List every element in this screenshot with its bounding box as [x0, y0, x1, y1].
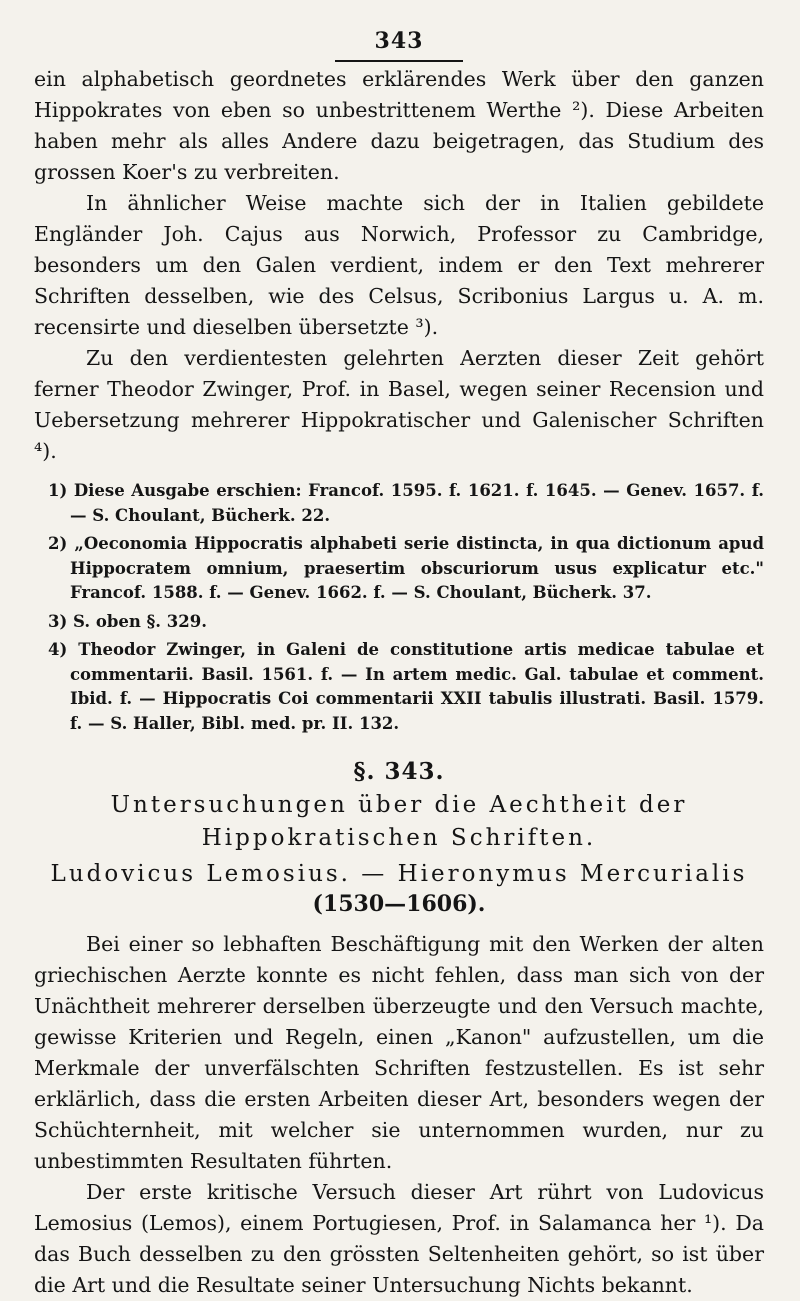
section-number: §. 343.	[353, 758, 445, 785]
page-number: 343	[34, 28, 764, 62]
paragraph-top-1: ein alphabetisch geordnetes erklärendes Werk über den ganzen Hippokrates von eben so unbestrittenem Werthe ²). Diese Arbeiten haben mehr als alles Andere dazu beigetragen, das Studium des grossen Koer's zu verbreiten.	[34, 67, 764, 184]
footnote-4: 4) Theodor Zwinger, in Galeni de constitutione artis medicae tabulae et commentarii. Basil. 1561. f. — In artem medic. Gal. tabulae et comment. Ibid. f. — Hippocratis Coi commentarii XXII tabulis illustrati. Basil. 1579. f. — S. Haller, Bibl. med. pr. II. 132.	[48, 640, 764, 733]
paragraph-bottom-1: Bei einer so lebhaften Beschäftigung mit den Werken der alten griechischen Aerzte konnte es nicht fehlen, dass man sich von der Unächtheit mehrerer derselben überzeugte und den Versuch machte, gewisse Kriterien und Regeln, einen „Kanon" aufzustellen, um die Merkmale der unverfälschten Schriften festzustellen. Es ist sehr erklärlich, dass die ersten Arbeiten dieser Art, besonders wegen der Schüchternheit, mit welcher sie unternommen wurden, nur zu unbestimmten Resultaten führten.	[34, 932, 764, 1173]
footnote-1: 1) Diese Ausgabe erschien: Francof. 1595. f. 1621. f. 1645. — Genev. 1657. f. — S. Choulant, Bücherk. 22.	[48, 481, 764, 525]
paragraph-bottom-2: Der erste kritische Versuch dieser Art rührt von Ludovicus Lemosius (Lemos), einem Portugiesen, Prof. in Salamanca her ¹). Da das Buch desselben zu den grössten Seltenheiten gehört, so ist über die Art und die Resultate seiner Untersuchung Nichts bekannt.	[34, 1180, 764, 1297]
section-years: (1530—1606).	[312, 891, 486, 917]
paragraph-top-3: Zu den verdientesten gelehrten Aerzten dieser Zeit gehört ferner Theodor Zwinger, Prof. in Basel, wegen seiner Recension und Uebersetzung mehrerer Hippokratischer und Galenischer Schriften ⁴).	[34, 346, 764, 463]
footnote-3: 3) S. oben §. 329.	[48, 611, 207, 631]
paragraph-top-2: In ähnlicher Weise machte sich der in Italien gebildete Engländer Joh. Cajus aus Norwich, Professor zu Cambridge, besonders um den Galen verdient, indem er den Text mehrerer Schriften desselben, wie des Celsus, Scribonius Largus u. A. m. recensirte und dieselben übersetzte ³).	[34, 191, 764, 339]
section-subtitle: Ludovicus Lemosius. — Hieronymus Mercurialis	[50, 861, 748, 887]
section-title: Untersuchungen über die Aechtheit der Hippokratischen Schriften.	[110, 792, 688, 851]
footnote-2: 2) „Oeconomia Hippocratis alphabeti serie distincta, in qua dictionum apud Hippocratem omnium, praesertim obscuriorum usus explicatur etc." Francof. 1588. f. — Genev. 1662. f. — S. Choulant, Bücherk. 37.	[48, 534, 764, 602]
footnotes	[34, 479, 764, 736]
